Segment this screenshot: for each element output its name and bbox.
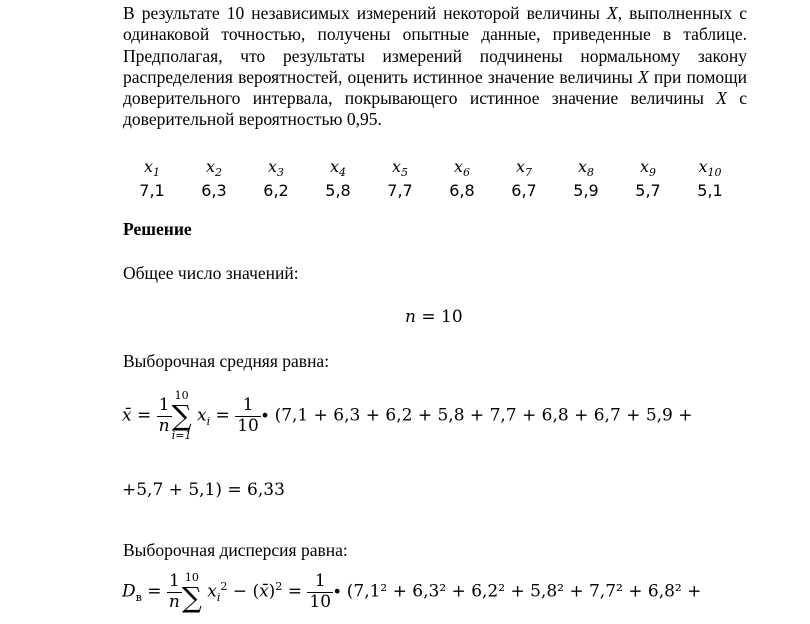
table-header-cell: $x_4$ bbox=[329, 157, 347, 180]
table-value-cell: 7,7 bbox=[387, 180, 413, 200]
fraction: $\frac{1}{10}$ bbox=[237, 395, 259, 436]
table-value-cell: 5,1 bbox=[697, 180, 723, 200]
table-header-cell: $x_8$ bbox=[577, 157, 595, 180]
mean-formula: x̄ = $\frac{1}{n}$ 10 ∑ i=1 $x_i$ = $\frac{1}{10}$ ∙ (7,1 + 6,3 + 6,2 + 5,8 + 7,7 + 6,8 + 6,7 + 5,9 + bbox=[122, 389, 693, 443]
table-value-cell: 6,7 bbox=[511, 180, 537, 200]
table-value-cell: 5,8 bbox=[325, 180, 351, 200]
table-header-cell: $x_1$ bbox=[143, 157, 161, 180]
table-header-cell: $x_7$ bbox=[515, 157, 533, 180]
fraction: $\frac{1}{n}$ bbox=[158, 395, 170, 436]
table-value-cell: 5,7 bbox=[635, 180, 661, 200]
variance-formula: $D_в$ = $\frac{1}{n}$ 10 ∑ $x_i^2$ − (x̄)$^2$ = $\frac{1}{10}$ ∙ (7,1² + 6,3² + 6,2² + 5,8² + 7,7² + 6,8² + bbox=[122, 571, 702, 615]
table-value-cell: 6,2 bbox=[263, 180, 289, 200]
mean-label: Выборочная средняя равна: bbox=[123, 351, 330, 371]
variable-x: X bbox=[637, 66, 649, 87]
mean-formula-continuation: +5,7 + 5,1) = 6,33 bbox=[122, 480, 285, 500]
table-values-row bbox=[121, 179, 741, 201]
problem-statement: В результате 10 независимых измерений некоторой величины X, выполненных с одинаковой точностью, получены опытные данные, приведенные в таблице. Предполагая, что результаты измерений подчинены нормальному закону распределения вероятностей, оценить истинное значение величины X при помощи доверительного интервала, покрывающего истинное значение величины X с доверительной вероятностью 0,95. bbox=[123, 3, 747, 130]
sum-symbol: 10 ∑ i=1 bbox=[171, 389, 192, 443]
table-value-cell: 6,8 bbox=[449, 180, 475, 200]
table-header-cell: $x_5$ bbox=[391, 157, 409, 180]
table-header-row bbox=[121, 157, 741, 179]
table-header-cell: $x_2$ bbox=[205, 157, 223, 180]
table-header-cell: $x_3$ bbox=[267, 157, 285, 180]
solution-heading: Решение bbox=[123, 219, 192, 239]
variable-x: X bbox=[607, 3, 618, 23]
table-header-cell: $x_9$ bbox=[639, 157, 657, 180]
sum-symbol: 10 ∑ bbox=[181, 571, 202, 615]
count-formula: n = 10 bbox=[405, 307, 463, 327]
table-value-cell: 6,3 bbox=[201, 180, 227, 200]
fraction: $\frac{1}{n}$ bbox=[168, 571, 180, 612]
variable-x: X bbox=[716, 88, 727, 109]
table-header-cell: $x_{10}$ bbox=[698, 157, 722, 180]
fraction: $\frac{1}{10}$ bbox=[309, 571, 332, 612]
variance-label: Выборочная дисперсия равна: bbox=[123, 540, 348, 560]
table-value-cell: 7,1 bbox=[139, 180, 165, 200]
measurements-table bbox=[121, 157, 741, 201]
table-value-cell: 5,9 bbox=[573, 180, 599, 200]
count-label: Общее число значений: bbox=[123, 263, 299, 283]
table-header-cell: $x_6$ bbox=[453, 157, 471, 180]
